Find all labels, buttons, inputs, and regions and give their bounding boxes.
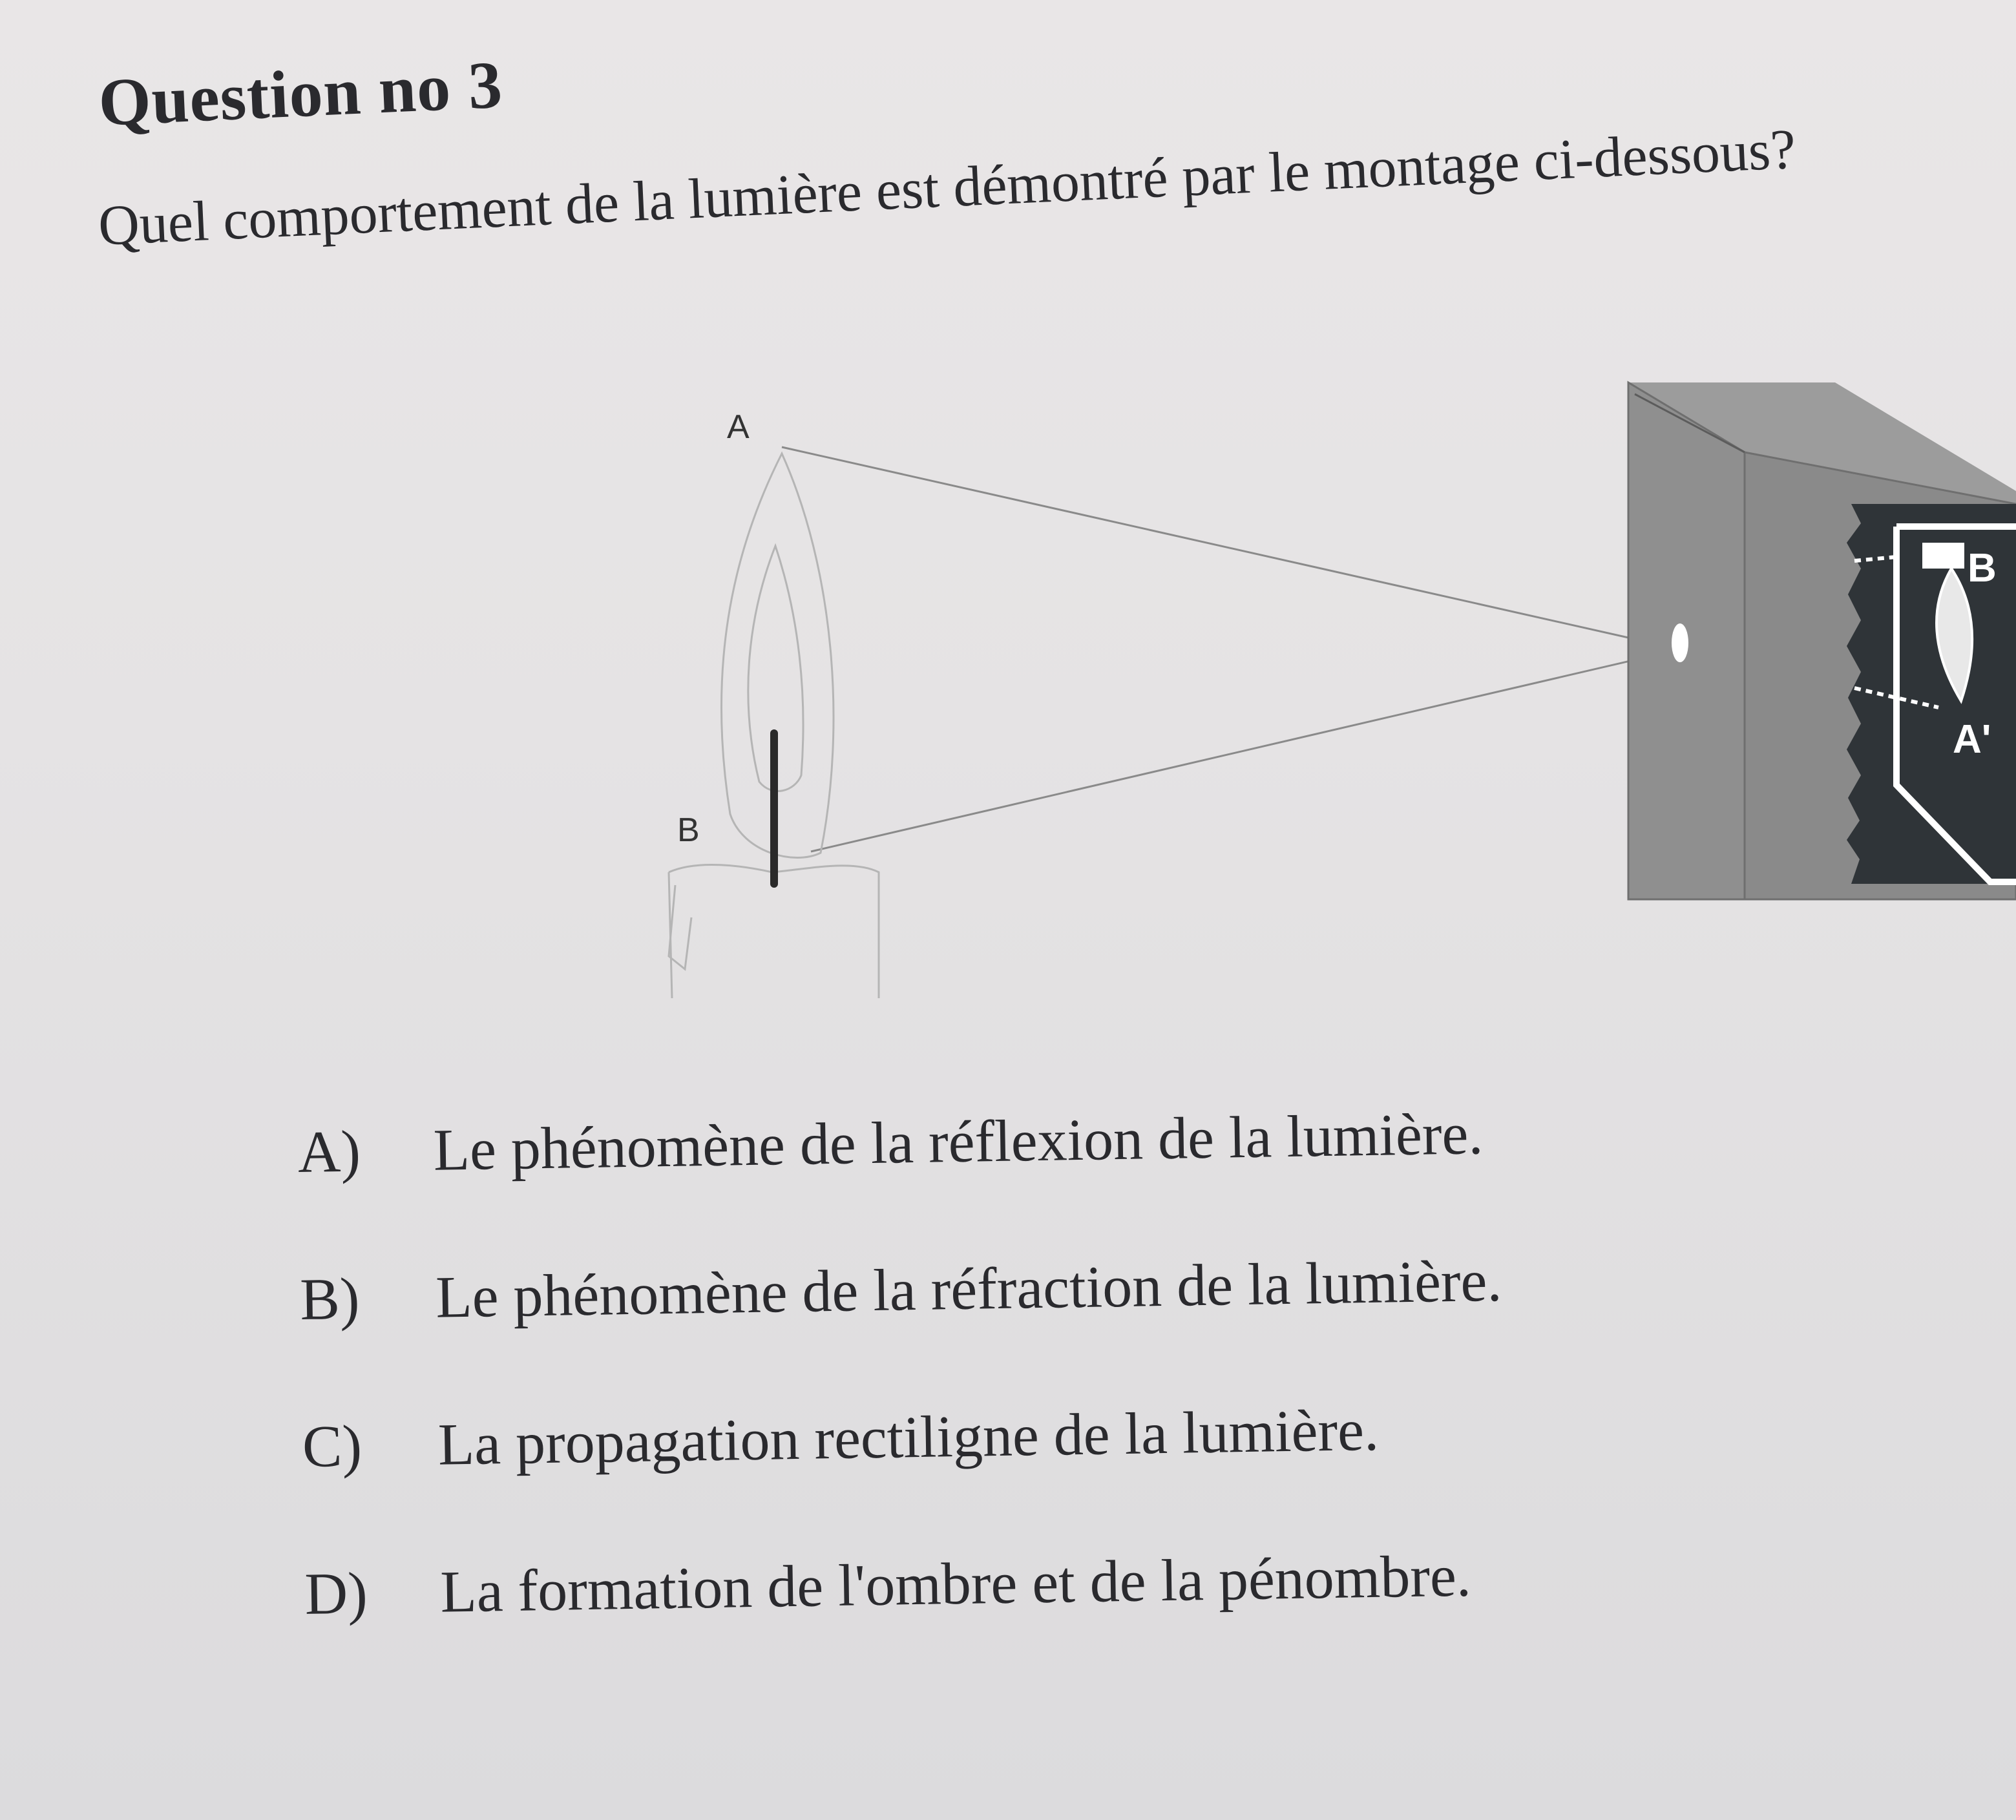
pinhole bbox=[1672, 623, 1688, 662]
inverted-candle-image bbox=[1922, 543, 1964, 569]
question-text: Quel comportement de la lumière est démontré par le montage ci-dessous? bbox=[97, 118, 1798, 258]
answer-option-a[interactable] bbox=[297, 1099, 1501, 1265]
camera-obscura-box bbox=[1628, 382, 2016, 899]
answer-text: La propagation rectiligne de la lumière. bbox=[437, 1396, 1380, 1478]
question-title: Question no 3 bbox=[97, 47, 505, 140]
ray-from-a bbox=[782, 447, 1680, 649]
answer-text: La formation de l'ombre et de la pénombre. bbox=[439, 1542, 1472, 1625]
answer-options bbox=[297, 1099, 1508, 1707]
answer-text: Le phénomène de la réfraction de la lumière. bbox=[435, 1247, 1503, 1330]
candle-illustration bbox=[669, 454, 879, 998]
answer-option-d[interactable] bbox=[304, 1541, 1508, 1707]
answer-letter: D) bbox=[304, 1560, 368, 1627]
label-b: B bbox=[677, 811, 700, 849]
image-label-b: B bbox=[1968, 546, 1997, 591]
ray-from-b bbox=[811, 649, 1680, 852]
wax-drip bbox=[669, 885, 691, 969]
answer-letter: A) bbox=[297, 1118, 361, 1185]
answer-letter: B) bbox=[299, 1265, 361, 1332]
answer-letter: C) bbox=[302, 1412, 362, 1480]
answer-option-c[interactable] bbox=[302, 1394, 1506, 1560]
answer-text: Le phénomène de la réflexion de la lumière. bbox=[433, 1100, 1484, 1183]
answer-option-b[interactable] bbox=[300, 1246, 1504, 1412]
image-label-a-prime: A' bbox=[1953, 717, 1991, 762]
label-a: A bbox=[727, 408, 750, 446]
